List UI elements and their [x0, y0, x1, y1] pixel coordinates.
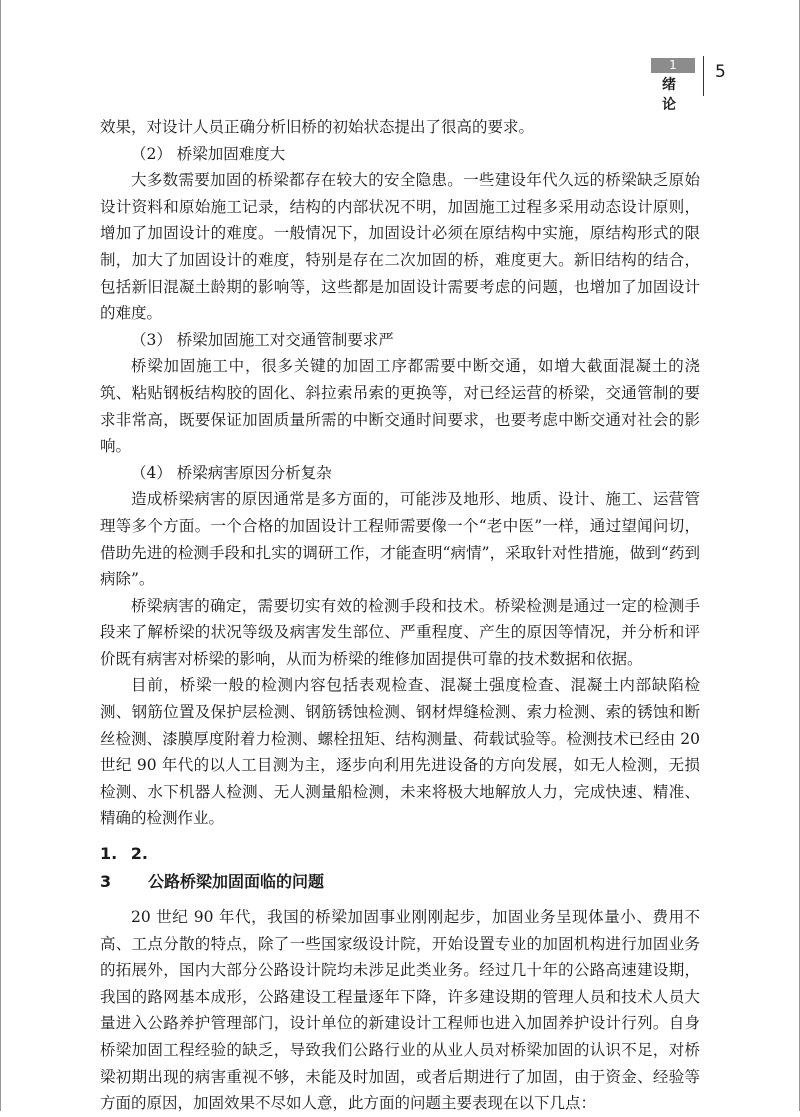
header-divider: [703, 56, 704, 96]
paragraph: 目前，桥梁一般的检测内容包括表观检查、混凝土强度检查、混凝土内部缺陷检测、钢筋位置及保护层检测、钢筋锈蚀检测、钢材焊缝检测、索力检测、索的锈蚀和断丝检测、漆膜厚度附着力检测、螺栓扭矩、结构测量、荷载试验等。检测技术已经由 20 世纪 90 年代的以人工目测为主，逐步向利用先进设备的方向发展，如无人检测，无损检测、水下机器人检测、无人测量船检测，未来将极大地解放人力，完成快速、精准、精确的检测作业。: [100, 676, 700, 828]
paragraph: 桥梁病害的确定，需要切实有效的检测手段和技术。桥梁检测是通过一定的检测手段来了解桥梁的状况等级及病害发生部位、严重程度、产生的原因等情况，并分析和评价既有病害对桥梁的影响，从而为桥梁的维修加固提供可靠的技术数据和依据。: [100, 596, 700, 668]
paragraph: 20 世纪 90 年代，我国的桥梁加固事业刚刚起步，加固业务呈现体量小、费用不高、工点分散的特点，除了一些国家级设计院，开始设置专业的加固机构进行加固业务的拓展外，国内大部分公路设计院均未涉足此类业务。经过几十年的公路高速建设期，我国的路网基本成形，公路建设工程量逐年下降，许多建设期的管理人员和技术人员大量进入公路养护管理部门，设计单位的新建设计工程师也进入加固养护设计行列。自身桥梁加固工程经验的缺乏，导致我们公路行业的从业人员对桥梁加固的认识不足，对桥梁初期出现的病害重视不够，未能及时加固，或者后期进行了加固，由于资金、经验等方面的原因，加固效果不尽如人意，此方面的问题主要表现在以下几点：: [100, 908, 700, 1113]
chapter-number-badge: 1: [651, 58, 695, 73]
running-header: [0, 0, 800, 113]
subheading: （3） 桥梁加固施工对交通管制要求严: [131, 330, 394, 349]
paragraph: 效果，对设计人员正确分析旧桥的初始状态提出了很高的要求。: [100, 118, 535, 136]
section-number: 1. 2. 3: [100, 844, 148, 892]
paragraph: 桥梁加固施工中，很多关键的加固工序都需要中断交通，如增大截面混凝土的浇筑、粘贴钢板结构胶的固化、斜拉索吊索的更换等，对已经运营的桥梁，交通管制的要求非常高，既要保证加固质量所需的中断交通时间要求，也要考虑中断交通对社会的影响。: [100, 357, 700, 456]
section-title: 公路桥梁加固面临的问题: [148, 872, 325, 892]
subheading: （2） 桥梁加固难度大: [131, 144, 286, 163]
paragraph: 造成桥梁病害的原因通常是多方面的，可能涉及地形、地质、设计、施工、运营管理等多个方面。一个合格的加固设计工程师需要像一个“老中医”一样，通过望闻问切，借助先进的检测手段和扎实的调研工作，才能查明“病情”，采取针对性措施，做到“药到病除”。: [100, 490, 700, 589]
body-text: [100, 114, 700, 1117]
subheading: （4） 桥梁病害原因分析复杂: [131, 463, 332, 482]
chapter-title: 绪 论: [662, 77, 684, 113]
page-number: 5: [715, 62, 726, 82]
paragraph: 大多数需要加固的桥梁都存在较大的安全隐患。一些建设年代久远的桥梁缺乏原始设计资料和原始施工记录，结构的内部状况不明，加固施工过程多采用动态设计原则，增加了加固设计的难度。一般情况下，加固设计必须在原结构中实施，原结构形式的限制，加大了加固设计的难度，特别是存在二次加固的桥，难度更大。新旧结构的结合，包括新旧混凝土龄期的影响等，这些都是加固设计需要考虑的问题，也增加了加固设计的难度。: [100, 171, 700, 323]
section-heading: [100, 840, 700, 896]
